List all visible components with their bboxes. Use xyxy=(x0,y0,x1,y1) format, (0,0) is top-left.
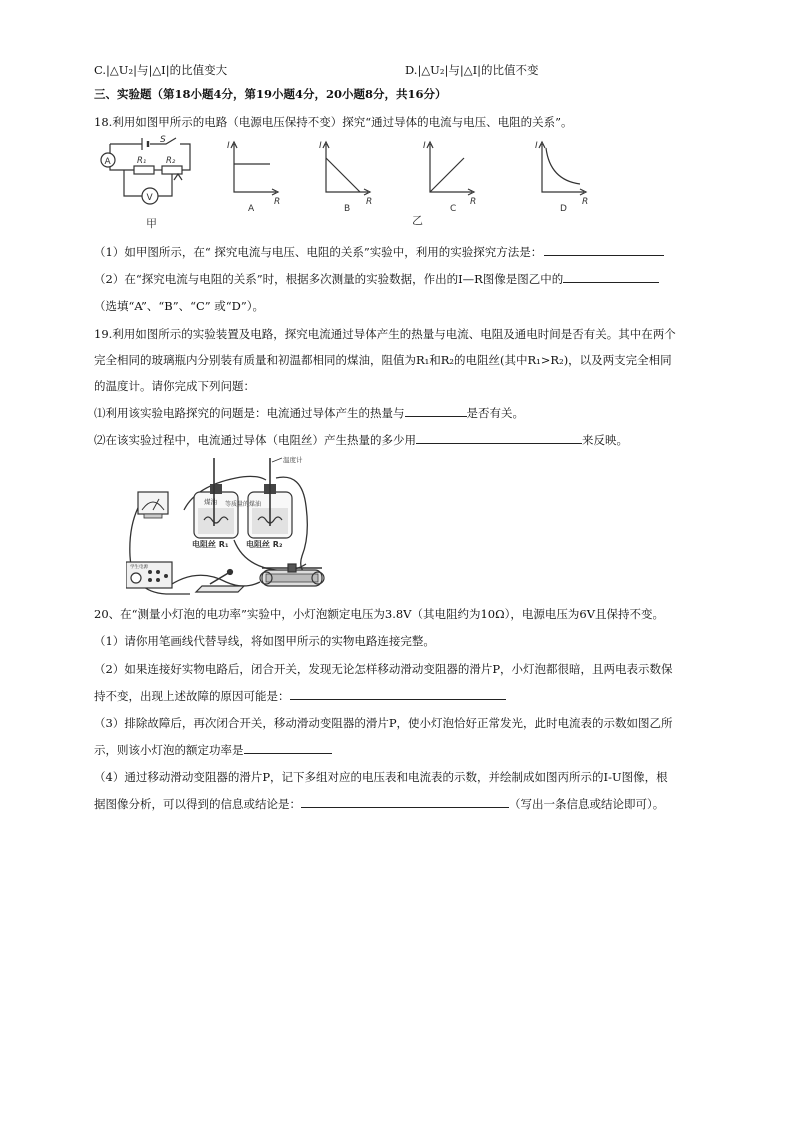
graph-d-x: R xyxy=(582,197,589,207)
graph-c-x: R xyxy=(470,197,477,207)
graph-b-x: R xyxy=(366,197,373,207)
voltmeter-label: V xyxy=(146,193,153,203)
q20-part3-line1: （3）排除故障后，再次闭合开关，移动滑动变阻器的滑片P，使小灯泡恰好正常发光，此时电流表的示数如图乙所 xyxy=(94,716,673,730)
q18-figures xyxy=(94,134,604,232)
switch-label: S xyxy=(160,135,166,145)
graph-c xyxy=(427,142,474,195)
graph-a-x: R xyxy=(274,197,281,207)
q19-part1: ⑴利用该实验电路探究的问题是：电流通过导体产生的热量与 是否有关。 xyxy=(94,406,524,420)
r2-label: R₂ xyxy=(166,156,176,166)
graph-b-y: I xyxy=(319,141,322,151)
q20-stem: 20、在“测量小灯泡的电功率”实验中，小灯泡额定电压为3.8V（其电阻约为10Ω），电源电压为6V且保持不变。 xyxy=(94,607,665,621)
q20-part4-line2: 据图像分析，可以得到的信息或结论是： （写出一条信息或结论即可）。 xyxy=(94,797,665,811)
q20-answer2-blank[interactable] xyxy=(290,688,506,700)
q19-answer1-blank[interactable] xyxy=(405,405,467,417)
q20-part2-line2: 持不变，出现上述故障的原因可能是： xyxy=(94,688,506,704)
circuit-diagram-jia xyxy=(101,138,190,204)
liquid-label-middle: 等质量的煤油 xyxy=(225,501,262,508)
graph-a-letter: A xyxy=(248,204,255,214)
power-supply-label: 学生电源 xyxy=(130,565,148,570)
jar-left xyxy=(194,484,238,538)
fig-yi-label: 乙 xyxy=(412,214,423,227)
thermometer-label: 温度计 xyxy=(283,456,303,464)
r1-label: R₁ xyxy=(137,156,147,166)
meter-device xyxy=(138,492,168,518)
q19-answer2-blank[interactable] xyxy=(416,432,582,444)
graph-b xyxy=(323,142,370,195)
q20-part4-line1: （4）通过移动滑动变阻器的滑片P，记下多组对应的电压表和电流表的示数，并绘制成如图丙所示的I-U图像，根 xyxy=(94,770,668,784)
wire-r2-label: 电阻丝 R₂ xyxy=(246,540,283,549)
graph-d-y: I xyxy=(535,141,538,151)
fig-jia-label: 甲 xyxy=(146,217,157,230)
q19-stem-line1: 19.利用如图所示的实验装置及电路，探究电流通过导体产生的热量与电流、电阻及通电时间是否有关。其中在两个 xyxy=(94,327,676,341)
wire-r1-label: 电阻丝 R₁ xyxy=(192,540,229,549)
graph-d xyxy=(539,142,586,195)
q18-stem: 18.利用如图甲所示的电路（电源电压保持不变）探究“通过导体的电流与电压、电阻的关系”。 xyxy=(94,115,573,129)
q19-stem-line2: 完全相同的玻璃瓶内分别装有质量和初温都相同的煤油，阻值为R₁和R₂的电阻丝(其中R₁>R₂)，以及两支完全相同 xyxy=(94,353,672,367)
q19-part2: ⑵在该实验过程中，电流通过导体（电阻丝）产生热量的多少用 来反映。 xyxy=(94,433,628,447)
q18-answer2-blank[interactable] xyxy=(563,271,659,283)
q19-stem-line3: 的温度计。请你完成下列问题： xyxy=(94,379,255,393)
q20-part1: （1）请你用笔画线代替导线，将如图甲所示的实物电路连接完整。 xyxy=(94,634,435,648)
liquid-label-left: 煤油 xyxy=(204,498,217,506)
knife-switch xyxy=(196,570,244,593)
q20-part3-line2: 示，则该小灯泡的额定功率是 xyxy=(94,742,332,758)
q18-answer1-blank[interactable] xyxy=(544,244,664,256)
ammeter-label: A xyxy=(104,157,111,167)
option-c: C.|△U₂|与|△I|的比值变大 xyxy=(94,63,228,77)
q20-answer3-blank[interactable] xyxy=(244,742,332,754)
graph-a-y: I xyxy=(227,141,230,151)
graph-d-letter: D xyxy=(560,204,567,214)
graph-a xyxy=(231,142,278,195)
graph-c-letter: C xyxy=(450,204,457,214)
graph-b-letter: B xyxy=(344,204,351,214)
q18-part1: （1）如甲图所示，在“ 探究电流与电压、电阻的关系”实验中，利用的实验探究方法是： xyxy=(94,244,664,260)
option-d: D.|△U₂|与|△I|的比值不变 xyxy=(405,63,539,77)
section-title: 三、实验题（第18小题4分，第19小题4分，20小题8分，共16分） xyxy=(94,87,447,101)
graph-c-y: I xyxy=(423,141,426,151)
rheostat xyxy=(260,564,324,586)
q19-apparatus-figure xyxy=(126,456,340,596)
q20-part2-line1: （2）如果连接好实物电路后，闭合开关，发现无论怎样移动滑动变阻器的滑片P，小灯泡都很暗，且两电表示数保 xyxy=(94,662,673,676)
q18-part2: （2）在“探究电流与电阻的关系”时，根据多次测量的实验数据，作出的I—R图像是图乙中的 xyxy=(94,271,659,287)
q18-part2-options: （选填“A”、“B”、“C” 或“D”）。 xyxy=(94,299,265,313)
q20-answer4-blank[interactable] xyxy=(301,796,509,808)
